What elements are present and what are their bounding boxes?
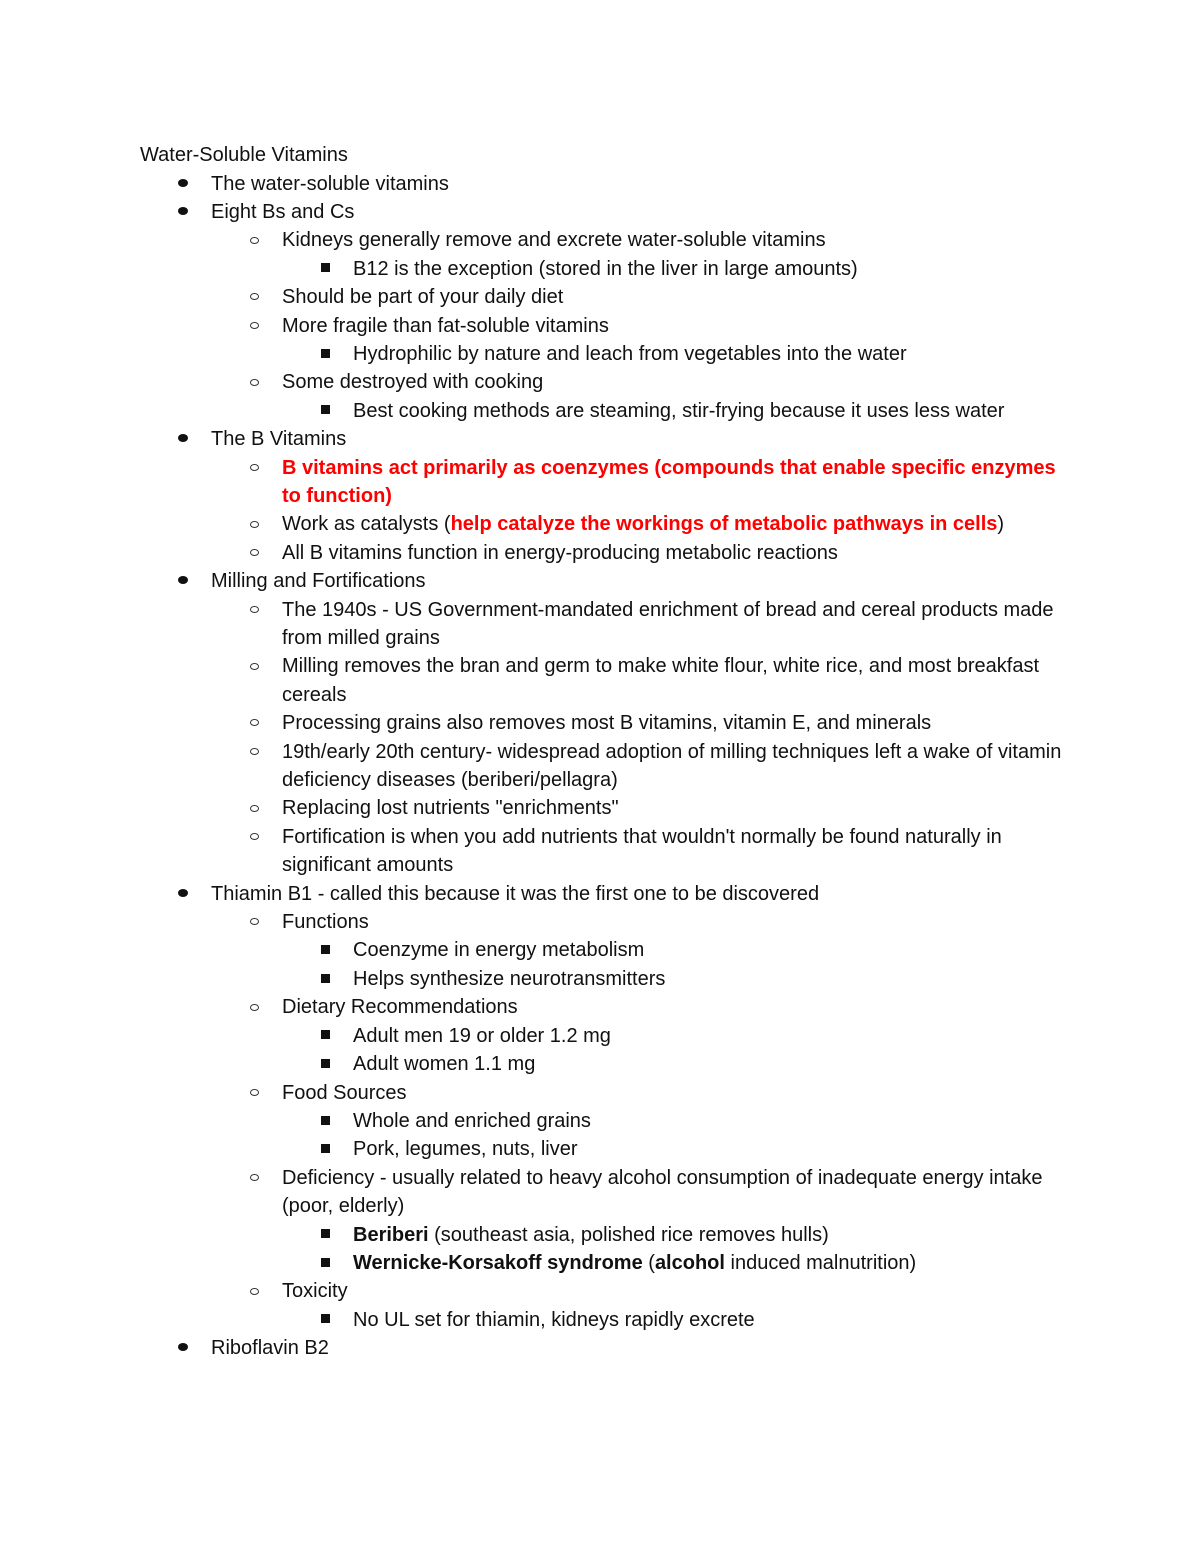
list-item-text: Best cooking methods are steaming, stir-frying because it uses less water — [353, 399, 1005, 422]
bullet-circle-icon — [250, 293, 259, 300]
list-item-level-2 — [0, 1277, 1200, 1305]
list-item-level-3 — [0, 1107, 1200, 1135]
bullet-circle-icon — [250, 464, 259, 471]
list-item-text: Coenzyme in energy metabolism — [353, 939, 645, 962]
list-marker — [315, 965, 335, 993]
list-item-text — [282, 510, 1072, 538]
bullet-square-icon — [321, 1030, 330, 1039]
list-marker — [315, 1306, 335, 1334]
list-item-level-2 — [0, 226, 1200, 254]
list-marker — [244, 1164, 264, 1192]
bullet-circle-icon — [250, 379, 259, 386]
list-item-text: Toxicity — [282, 1280, 348, 1303]
document-title: Water-Soluble Vitamins — [140, 144, 348, 166]
list-item-level-3 — [0, 1022, 1200, 1050]
bullet-circle-icon — [250, 748, 259, 755]
list-item-level-3 — [0, 936, 1200, 964]
bullet-circle-icon — [250, 833, 259, 840]
list-item-level-2 — [0, 993, 1200, 1021]
list-item-text: Functions — [282, 911, 369, 934]
bullet-dot-icon — [178, 434, 188, 442]
bullet-circle-icon — [250, 663, 259, 670]
list-marker — [244, 510, 264, 538]
bullet-square-icon — [321, 349, 330, 358]
bullet-circle-icon — [250, 918, 259, 925]
list-item-text: Should be part of your daily diet — [282, 286, 564, 309]
list-item-level-3 — [0, 397, 1200, 425]
list-item-text: Food Sources — [282, 1081, 407, 1104]
text-run: help catalyze the workings of metabolic pathways in cells — [450, 513, 998, 536]
bullet-dot-icon — [178, 179, 188, 187]
list-marker — [315, 1249, 335, 1277]
list-item-text: B vitamins act primarily as coenzymes (compounds that enable specific enzymes to function) — [282, 456, 1056, 507]
bullet-circle-icon — [250, 805, 259, 812]
list-marker — [173, 425, 193, 453]
list-marker — [315, 1135, 335, 1163]
list-item-level-2 — [0, 368, 1200, 396]
list-item-text — [353, 1249, 1073, 1277]
list-marker — [244, 312, 264, 340]
list-item-level-3 — [0, 965, 1200, 993]
list-item-level-2 — [0, 454, 1200, 511]
list-marker — [315, 936, 335, 964]
bullet-circle-icon — [250, 1089, 259, 1096]
bullet-circle-icon — [250, 1004, 259, 1011]
list-item-text — [353, 1221, 1073, 1249]
list-marker — [173, 198, 193, 226]
list-item-level-1 — [0, 1334, 1200, 1362]
text-run: ( — [642, 1251, 655, 1274]
list-marker — [244, 794, 264, 822]
bullet-outline — [0, 170, 1200, 1363]
bullet-circle-icon — [250, 1174, 259, 1181]
list-marker — [173, 567, 193, 595]
list-item-text: The B Vitamins — [211, 428, 347, 451]
list-marker — [315, 1022, 335, 1050]
list-marker — [315, 1050, 335, 1078]
bullet-square-icon — [321, 974, 330, 983]
list-marker — [173, 880, 193, 908]
list-marker — [244, 283, 264, 311]
list-item-level-3 — [0, 255, 1200, 283]
list-item-text: All B vitamins function in energy-producing metabolic reactions — [282, 541, 838, 564]
text-run: induced malnutrition) — [724, 1251, 917, 1274]
list-marker — [244, 454, 264, 482]
list-item-level-3 — [0, 1050, 1200, 1078]
list-item-level-2 — [0, 738, 1200, 795]
list-marker — [315, 397, 335, 425]
list-marker — [173, 1334, 193, 1362]
bullet-square-icon — [321, 1059, 330, 1068]
list-item-text: Eight Bs and Cs — [211, 200, 355, 223]
list-marker — [244, 368, 264, 396]
list-item-level-1 — [0, 425, 1200, 453]
list-item-text: Thiamin B1 - called this because it was the first one to be discovered — [211, 882, 820, 905]
list-item-text: Some destroyed with cooking — [282, 371, 544, 394]
bullet-square-icon — [321, 1116, 330, 1125]
list-marker — [244, 596, 264, 624]
list-item-level-2 — [0, 539, 1200, 567]
list-item-text: Riboflavin B2 — [211, 1337, 329, 1360]
list-marker — [244, 738, 264, 766]
list-item-text: Pork, legumes, nuts, liver — [353, 1138, 578, 1161]
list-marker — [173, 170, 193, 198]
list-item-text: Adult women 1.1 mg — [353, 1053, 536, 1076]
list-item-level-1 — [0, 198, 1200, 226]
list-marker — [244, 709, 264, 737]
list-item-level-3 — [0, 1306, 1200, 1334]
list-item-level-3 — [0, 1249, 1200, 1277]
bullet-square-icon — [321, 263, 330, 272]
list-item-text: The water-soluble vitamins — [211, 172, 449, 195]
list-marker — [315, 255, 335, 283]
list-item-level-2 — [0, 1164, 1200, 1221]
list-marker — [315, 340, 335, 368]
list-item-level-1 — [0, 567, 1200, 595]
bullet-circle-icon — [250, 606, 259, 613]
bullet-square-icon — [321, 1144, 330, 1153]
bullet-dot-icon — [178, 889, 188, 897]
bullet-circle-icon — [250, 521, 259, 528]
bullet-circle-icon — [250, 237, 259, 244]
bullet-dot-icon — [178, 576, 188, 584]
bullet-square-icon — [321, 1258, 330, 1267]
bullet-circle-icon — [250, 719, 259, 726]
list-item-level-1 — [0, 170, 1200, 198]
bullet-circle-icon — [250, 1288, 259, 1295]
list-item-text: No UL set for thiamin, kidneys rapidly excrete — [353, 1308, 755, 1331]
bullet-square-icon — [321, 1229, 330, 1238]
bullet-square-icon — [321, 1314, 330, 1323]
bullet-square-icon — [321, 405, 330, 414]
list-item-text: 19th/early 20th century- widespread adoption of milling techniques left a wake of vitamin deficiency diseases (beriberi/pellagra) — [282, 740, 1062, 792]
list-marker — [315, 1107, 335, 1135]
list-item-text: B12 is the exception (stored in the liver in large amounts) — [353, 257, 858, 280]
list-item-level-3 — [0, 1221, 1200, 1249]
list-item-text: Processing grains also removes most B vitamins, vitamin E, and minerals — [282, 712, 932, 735]
list-item-level-2 — [0, 596, 1200, 653]
list-marker — [244, 1277, 264, 1305]
text-run: Wernicke-Korsakoff syndrome — [353, 1251, 643, 1274]
list-marker — [244, 226, 264, 254]
list-item-level-2 — [0, 312, 1200, 340]
list-item-level-2 — [0, 908, 1200, 936]
list-item-level-3 — [0, 340, 1200, 368]
list-marker — [244, 539, 264, 567]
bullet-dot-icon — [178, 207, 188, 215]
bullet-dot-icon — [178, 1343, 188, 1351]
list-item-level-3 — [0, 1135, 1200, 1163]
list-item-level-1 — [0, 880, 1200, 908]
text-run: (southeast asia, polished rice removes hulls) — [428, 1223, 829, 1246]
list-item-level-2 — [0, 709, 1200, 737]
list-item-text: Fortification is when you add nutrients that wouldn't normally be found naturally in significant amounts — [282, 825, 1002, 877]
text-run: ) — [997, 513, 1005, 536]
list-marker — [244, 1079, 264, 1107]
list-marker — [244, 823, 264, 851]
list-item-text: Helps synthesize neurotransmitters — [353, 967, 666, 990]
bullet-circle-icon — [250, 549, 259, 556]
list-item-level-2 — [0, 652, 1200, 709]
list-item-level-2 — [0, 510, 1200, 538]
list-item-text: Dietary Recommendations — [282, 996, 518, 1019]
list-item-text: The 1940s - US Government-mandated enrichment of bread and cereal products made from milled grains — [282, 598, 1054, 649]
bullet-circle-icon — [250, 322, 259, 329]
text-run: Work as catalysts ( — [282, 513, 451, 536]
list-marker — [244, 993, 264, 1021]
list-item-text: Kidneys generally remove and excrete water-soluble vitamins — [282, 229, 826, 252]
list-marker — [244, 652, 264, 680]
list-item-text: Replacing lost nutrients "enrichments" — [282, 797, 619, 820]
text-run: alcohol — [654, 1251, 725, 1274]
list-item-level-2 — [0, 1079, 1200, 1107]
list-item-level-2 — [0, 283, 1200, 311]
list-marker — [315, 1221, 335, 1249]
list-item-text: Milling and Fortifications — [211, 570, 426, 593]
list-item-text: Hydrophilic by nature and leach from vegetables into the water — [353, 342, 907, 365]
list-marker — [244, 908, 264, 936]
bullet-square-icon — [321, 945, 330, 954]
list-item-text: Deficiency - usually related to heavy alcohol consumption of inadequate energy intake (poor, elderly) — [282, 1166, 1043, 1218]
list-item-level-2 — [0, 794, 1200, 822]
list-item-text: More fragile than fat-soluble vitamins — [282, 314, 609, 337]
list-item-level-2 — [0, 823, 1200, 880]
text-run: Beriberi — [353, 1223, 429, 1246]
list-item-text: Milling removes the bran and germ to make white flour, white rice, and most breakfast cereals — [282, 655, 1040, 706]
list-item-text: Whole and enriched grains — [353, 1109, 591, 1132]
list-item-text: Adult men 19 or older 1.2 mg — [353, 1024, 611, 1047]
